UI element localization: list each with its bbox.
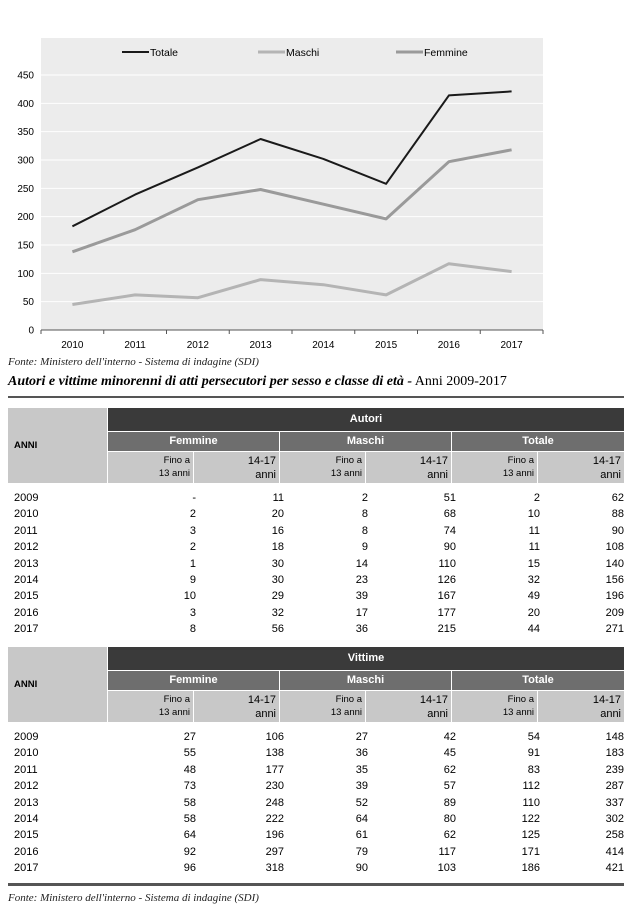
row-value: 51 bbox=[443, 492, 456, 504]
row-year: 2014 bbox=[14, 573, 39, 586]
row-value: 177 bbox=[437, 606, 456, 619]
title-rule bbox=[8, 396, 624, 398]
table-row bbox=[8, 607, 624, 623]
row-value: 297 bbox=[265, 845, 284, 858]
vittime-header: Vittime bbox=[108, 647, 624, 670]
row-value: - bbox=[192, 492, 196, 504]
row-year: 2015 bbox=[14, 829, 39, 842]
row-value: 156 bbox=[605, 573, 624, 586]
row-value: 196 bbox=[605, 590, 624, 603]
row-value: 9 bbox=[361, 541, 368, 554]
table-row bbox=[8, 574, 624, 590]
table-row bbox=[8, 829, 624, 845]
y-tick-label: 250 bbox=[17, 183, 34, 195]
row-value: 30 bbox=[271, 573, 284, 586]
y-tick-label: 450 bbox=[17, 70, 34, 82]
legend-label-totale: Totale bbox=[150, 47, 179, 59]
plot-background bbox=[41, 38, 543, 330]
table-title-years: Anni 2009-2017 bbox=[412, 374, 507, 389]
anni-header-label: ANNI bbox=[14, 679, 38, 690]
y-tick-label: 400 bbox=[17, 98, 34, 110]
row-value: 258 bbox=[605, 829, 624, 842]
y-tick-label: 200 bbox=[17, 212, 34, 224]
row-value: 92 bbox=[183, 845, 196, 858]
row-value: 215 bbox=[437, 623, 456, 636]
row-year: 2013 bbox=[14, 796, 39, 809]
row-value: 2 bbox=[533, 492, 540, 504]
row-value: 8 bbox=[189, 623, 196, 636]
row-value: 9 bbox=[189, 573, 196, 586]
row-value: 62 bbox=[611, 492, 624, 504]
sub-b-line1: 14-17 bbox=[419, 455, 448, 467]
anni-header bbox=[8, 647, 107, 722]
source-note-bottom: Fonte: Ministero dell'interno - Sistema di indagine (SDI) bbox=[8, 892, 259, 904]
row-year: 2012 bbox=[14, 780, 39, 793]
sub-b-line1: 14-17 bbox=[419, 694, 448, 706]
x-tick-label: 2014 bbox=[312, 340, 335, 351]
row-value: 79 bbox=[355, 845, 368, 858]
row-year: 2016 bbox=[14, 845, 39, 858]
row-value: 239 bbox=[605, 763, 624, 776]
legend-label-maschi: Maschi bbox=[286, 47, 320, 59]
y-tick-label: 100 bbox=[17, 268, 34, 280]
row-value: 91 bbox=[527, 747, 540, 760]
chart-svg bbox=[0, 0, 639, 356]
row-value: 2 bbox=[361, 492, 368, 504]
row-value: 222 bbox=[265, 812, 284, 825]
row-value: 106 bbox=[265, 731, 284, 743]
sub-a-line1: Fino a bbox=[507, 694, 534, 705]
row-value: 103 bbox=[437, 862, 456, 875]
row-value: 61 bbox=[355, 829, 368, 842]
row-year: 2015 bbox=[14, 590, 39, 603]
row-value: 177 bbox=[265, 763, 284, 776]
sub-header-14-17 bbox=[538, 452, 624, 483]
line-chart bbox=[0, 0, 639, 356]
row-value: 11 bbox=[528, 524, 540, 537]
sub-a-line2: 13 anni bbox=[158, 468, 190, 479]
table-row bbox=[8, 780, 624, 796]
row-value: 171 bbox=[521, 845, 540, 858]
row-value: 11 bbox=[528, 541, 540, 554]
sub-a-line2: 13 anni bbox=[502, 707, 534, 718]
source-note-top: Fonte: Ministero dell'interno - Sistema di indagine (SDI) bbox=[8, 356, 259, 368]
sub-b-line1: 14-17 bbox=[247, 455, 276, 467]
row-value: 30 bbox=[271, 557, 284, 570]
table-row bbox=[8, 747, 624, 763]
row-value: 23 bbox=[355, 573, 368, 586]
row-value: 64 bbox=[355, 812, 368, 825]
row-value: 90 bbox=[355, 862, 368, 875]
row-year: 2009 bbox=[14, 492, 39, 504]
row-value: 2 bbox=[189, 508, 196, 521]
row-year: 2010 bbox=[14, 747, 39, 760]
row-value: 32 bbox=[527, 573, 540, 586]
row-value: 27 bbox=[355, 731, 368, 743]
row-value: 271 bbox=[605, 623, 624, 636]
row-value: 57 bbox=[443, 780, 456, 793]
row-value: 16 bbox=[271, 524, 284, 537]
row-value: 148 bbox=[605, 731, 624, 743]
row-value: 17 bbox=[355, 606, 368, 619]
anni-header bbox=[8, 408, 107, 483]
row-value: 36 bbox=[355, 623, 368, 636]
row-value: 18 bbox=[271, 541, 284, 554]
sub-b-line2: anni bbox=[600, 469, 621, 481]
group-header-femmine: Femmine bbox=[108, 671, 279, 690]
row-value: 186 bbox=[521, 862, 540, 875]
row-value: 62 bbox=[443, 829, 456, 842]
sub-header-fino13 bbox=[452, 452, 537, 483]
row-value: 64 bbox=[183, 829, 196, 842]
table-row bbox=[8, 508, 624, 524]
row-year: 2017 bbox=[14, 623, 39, 636]
sub-a-line2: 13 anni bbox=[330, 468, 362, 479]
row-value: 58 bbox=[183, 796, 196, 809]
sub-a-line1: Fino a bbox=[335, 455, 362, 466]
row-value: 110 bbox=[522, 796, 540, 809]
table-row bbox=[8, 492, 624, 508]
sub-header-14-17 bbox=[366, 691, 451, 722]
row-value: 20 bbox=[271, 508, 284, 521]
row-value: 209 bbox=[605, 606, 624, 619]
row-value: 3 bbox=[189, 524, 196, 537]
row-value: 42 bbox=[443, 731, 456, 743]
row-value: 55 bbox=[183, 747, 196, 760]
sub-b-line2: anni bbox=[427, 708, 448, 720]
x-tick-label: 2016 bbox=[437, 340, 460, 351]
sub-b-line1: 14-17 bbox=[247, 694, 276, 706]
row-value: 112 bbox=[522, 780, 540, 793]
vittime-rows bbox=[8, 731, 624, 879]
row-value: 88 bbox=[611, 508, 624, 521]
x-tick-label: 2012 bbox=[186, 340, 209, 351]
y-tick-label: 50 bbox=[22, 297, 34, 309]
bottom-rule bbox=[8, 883, 624, 886]
group-header-totale: Totale bbox=[452, 432, 624, 451]
row-value: 167 bbox=[437, 590, 456, 603]
row-value: 126 bbox=[437, 573, 456, 586]
row-value: 68 bbox=[443, 508, 456, 521]
row-value: 36 bbox=[355, 747, 368, 760]
legend-label-femmine: Femmine bbox=[424, 47, 468, 59]
group-header-maschi: Maschi bbox=[280, 671, 451, 690]
row-value: 45 bbox=[443, 747, 456, 760]
table-row bbox=[8, 541, 624, 557]
y-tick-label: 0 bbox=[28, 325, 34, 337]
row-value: 110 bbox=[438, 557, 456, 570]
row-year: 2017 bbox=[14, 862, 39, 875]
sub-header-fino13 bbox=[280, 691, 365, 722]
table-row bbox=[8, 731, 624, 747]
row-value: 15 bbox=[527, 557, 540, 570]
row-value: 49 bbox=[527, 590, 540, 603]
row-value: 140 bbox=[605, 557, 624, 570]
row-year: 2016 bbox=[14, 606, 39, 619]
x-tick-label: 2013 bbox=[249, 340, 272, 351]
y-tick-label: 350 bbox=[17, 127, 34, 139]
row-value: 1 bbox=[189, 557, 196, 570]
sub-a-line2: 13 anni bbox=[158, 707, 190, 718]
sub-a-line1: Fino a bbox=[163, 694, 190, 705]
row-value: 54 bbox=[527, 731, 540, 743]
row-value: 125 bbox=[521, 829, 540, 842]
sub-b-line2: anni bbox=[255, 708, 276, 720]
sub-b-line1: 14-17 bbox=[592, 455, 621, 467]
autori-rows bbox=[8, 492, 624, 640]
row-value: 10 bbox=[183, 590, 196, 603]
row-value: 90 bbox=[611, 524, 624, 537]
x-tick-label: 2017 bbox=[500, 340, 523, 351]
row-value: 39 bbox=[355, 780, 368, 793]
row-value: 48 bbox=[183, 763, 196, 776]
sub-b-line2: anni bbox=[427, 469, 448, 481]
row-value: 32 bbox=[271, 606, 284, 619]
row-year: 2012 bbox=[14, 541, 39, 554]
y-tick-label: 300 bbox=[17, 155, 34, 167]
row-year: 2011 bbox=[14, 763, 38, 776]
row-value: 44 bbox=[527, 623, 540, 636]
sub-header-fino13 bbox=[108, 691, 193, 722]
sub-header-14-17 bbox=[538, 691, 624, 722]
group-header-totale: Totale bbox=[452, 671, 624, 690]
table-row bbox=[8, 813, 624, 829]
table-row bbox=[8, 797, 624, 813]
row-year: 2010 bbox=[14, 508, 39, 521]
x-tick-label: 2011 bbox=[124, 340, 146, 351]
row-value: 302 bbox=[605, 812, 624, 825]
table-row bbox=[8, 590, 624, 606]
row-value: 80 bbox=[443, 812, 456, 825]
row-value: 58 bbox=[183, 812, 196, 825]
row-value: 11 bbox=[272, 492, 284, 504]
row-value: 3 bbox=[189, 606, 196, 619]
row-value: 318 bbox=[265, 862, 284, 875]
row-value: 14 bbox=[355, 557, 368, 570]
row-value: 29 bbox=[271, 590, 284, 603]
row-year: 2011 bbox=[14, 524, 38, 537]
sub-a-line2: 13 anni bbox=[330, 707, 362, 718]
x-tick-label: 2010 bbox=[61, 340, 84, 351]
sub-a-line2: 13 anni bbox=[502, 468, 534, 479]
row-value: 421 bbox=[605, 862, 624, 875]
row-value: 56 bbox=[271, 623, 284, 636]
sub-a-line1: Fino a bbox=[507, 455, 534, 466]
row-value: 287 bbox=[605, 780, 624, 793]
table-row bbox=[8, 764, 624, 780]
row-value: 62 bbox=[443, 763, 456, 776]
sub-a-line1: Fino a bbox=[163, 455, 190, 466]
row-value: 8 bbox=[361, 508, 368, 521]
row-value: 27 bbox=[183, 731, 196, 743]
sub-header-14-17 bbox=[194, 452, 279, 483]
row-value: 73 bbox=[183, 780, 196, 793]
row-value: 122 bbox=[521, 812, 540, 825]
table-title-main: Autori e vittime minorenni di atti persecutori per sesso e classe di età - bbox=[8, 374, 413, 389]
row-value: 90 bbox=[443, 541, 456, 554]
table-row bbox=[8, 846, 624, 862]
row-value: 117 bbox=[438, 845, 456, 858]
row-value: 138 bbox=[265, 747, 284, 760]
autori-header: Autori bbox=[108, 408, 624, 431]
row-value: 52 bbox=[355, 796, 368, 809]
sub-header-fino13 bbox=[280, 452, 365, 483]
row-value: 230 bbox=[265, 780, 284, 793]
x-tick-label: 2015 bbox=[375, 340, 398, 351]
table-row bbox=[8, 558, 624, 574]
y-tick-label: 150 bbox=[17, 240, 34, 252]
row-value: 108 bbox=[605, 541, 624, 554]
group-header-maschi: Maschi bbox=[280, 432, 451, 451]
sub-header-fino13 bbox=[452, 691, 537, 722]
sub-b-line2: anni bbox=[600, 708, 621, 720]
row-value: 183 bbox=[605, 747, 624, 760]
row-value: 96 bbox=[183, 862, 196, 875]
table-row bbox=[8, 525, 624, 541]
table-title bbox=[8, 374, 507, 390]
row-value: 337 bbox=[605, 796, 624, 809]
row-value: 20 bbox=[527, 606, 540, 619]
row-year: 2014 bbox=[14, 812, 39, 825]
table-row bbox=[8, 623, 624, 639]
row-value: 248 bbox=[265, 796, 284, 809]
row-value: 196 bbox=[265, 829, 284, 842]
row-value: 83 bbox=[527, 763, 540, 776]
row-value: 2 bbox=[189, 541, 196, 554]
sub-a-line1: Fino a bbox=[335, 694, 362, 705]
row-value: 74 bbox=[443, 524, 456, 537]
group-header-femmine: Femmine bbox=[108, 432, 279, 451]
sub-b-line2: anni bbox=[255, 469, 276, 481]
row-value: 414 bbox=[605, 845, 624, 858]
row-value: 8 bbox=[361, 524, 368, 537]
sub-b-line1: 14-17 bbox=[592, 694, 621, 706]
sub-header-fino13 bbox=[108, 452, 193, 483]
row-value: 89 bbox=[443, 796, 456, 809]
table-row bbox=[8, 862, 624, 878]
row-value: 10 bbox=[527, 508, 540, 521]
row-year: 2013 bbox=[14, 557, 39, 570]
sub-header-14-17 bbox=[366, 452, 451, 483]
sub-header-14-17 bbox=[194, 691, 279, 722]
row-value: 35 bbox=[355, 763, 368, 776]
row-year: 2009 bbox=[14, 731, 39, 743]
row-value: 39 bbox=[355, 590, 368, 603]
anni-header-label: ANNI bbox=[14, 440, 38, 451]
